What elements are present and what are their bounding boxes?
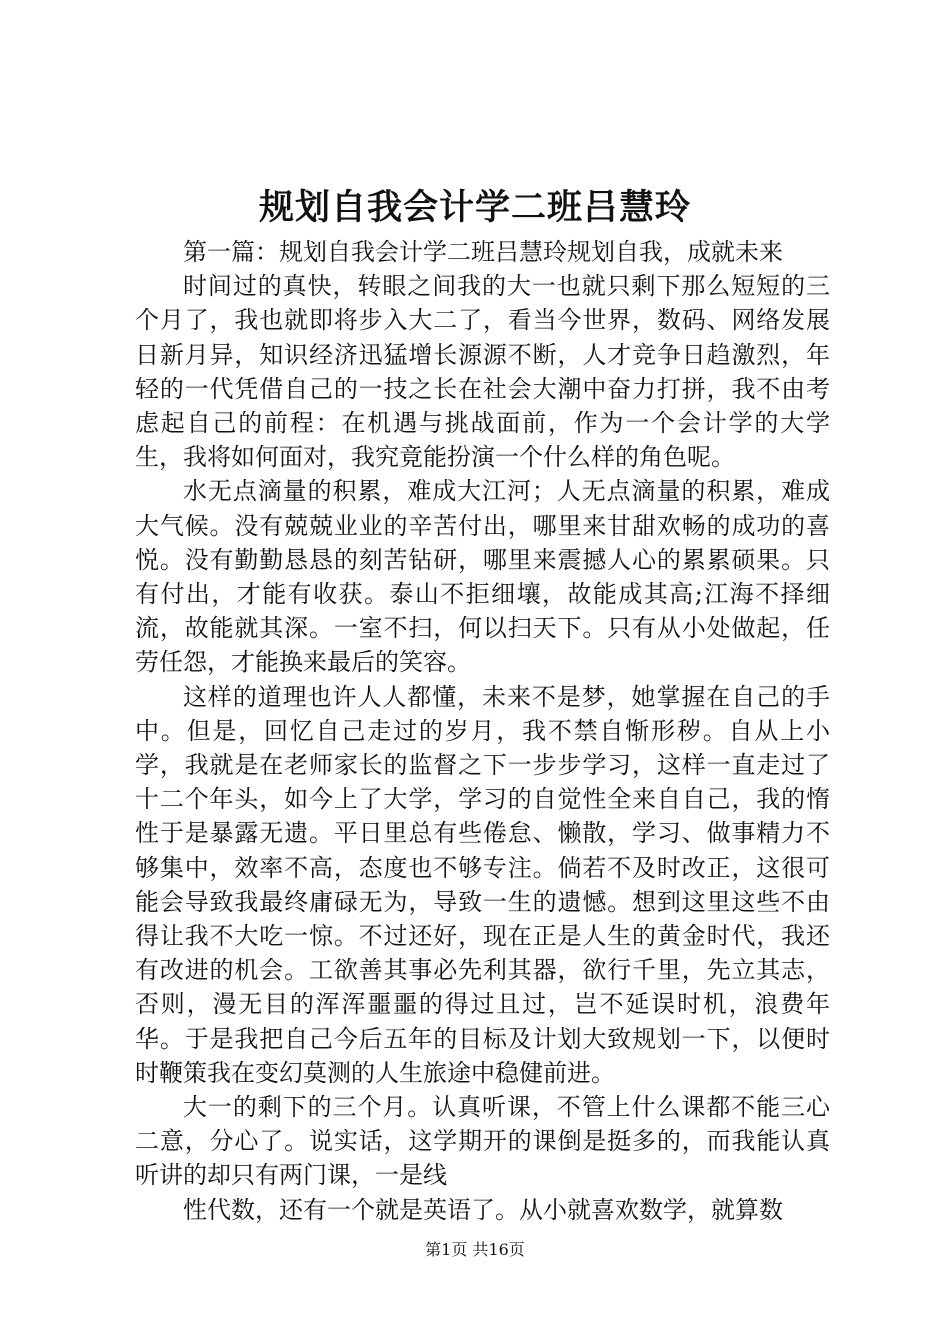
document-body: [135, 235, 830, 1227]
paragraph-heading: 第一篇：规划自我会计学二班吕慧玲规划自我，成就未来: [183, 238, 783, 266]
paragraph: 时间过的真快，转眼之间我的大一也就只剩下那么短短的三个月了，我也就即将步入大二了，看当今世界，数码、网络发展日新月异，知识经济迅猛增长源源不断，人才竞争日趋激烈，年轻的一代凭借自己的一技之长在社会大潮中奋力打拼，我不由考虑起自己的前程：在机遇与挑战面前，作为一个会计学的大学生，我将如何面对，我究竟能扮演一个什么样的角色呢。: [135, 272, 830, 472]
paragraph: 性代数，还有一个就是英语了。从小就喜欢数学，就算数: [183, 1195, 783, 1224]
page-footer: 第1页 共16页: [425, 1240, 525, 1259]
paragraph: 水无点滴量的积累，难成大江河；人无点滴量的积累，难成大气候。没有兢兢业业的辛苦付出，哪里来甘甜欢畅的成功的喜悦。没有勤勤恳恳的刻苦钻研，哪里来震撼人心的累累硕果。只有付出，才能有收获。泰山不拒细壤，故能成其高;江海不择细流，故能就其深。一室不扫，何以扫天下。只有从小处做起，任劳任怨，才能换来最后的笑容。: [135, 477, 830, 677]
paragraph: 这样的道理也许人人都懂，未来不是梦，她掌握在自己的手中。但是，回忆自己走过的岁月，我不禁自惭形秽。自从上小学，我就是在老师家长的监督之下一步步学习，这样一直走过了十二个年头，如今上了大学，学习的自觉性全来自自己，我的惰性于是暴露无遗。平日里总有些倦怠、懒散，学习、做事精力不够集中，效率不高，态度也不够专注。倘若不及时改正，这很可能会导致我最终庸碌无为，导致一生的遗憾。想到这里这些不由得让我不大吃一惊。不过还好，现在正是人生的黄金时代，我还有改进的机会。工欲善其事必先利其器，欲行千里，先立其志，否则，漫无目的浑浑噩噩的得过且过，岂不延误时机，浪费年华。于是我把自己今后五年的目标及计划大致规划一下，以便时时鞭策我在变幻莫测的人生旅途中稳健前进。: [135, 682, 830, 1087]
document-title: 规划自我会计学二班吕慧玲: [258, 187, 691, 228]
paragraph: 大一的剩下的三个月。认真听课，不管上什么课都不能三心二意，分心了。说实话，这学期开的课倒是挺多的，而我能认真听讲的却只有两门课，一是线: [135, 1093, 830, 1190]
